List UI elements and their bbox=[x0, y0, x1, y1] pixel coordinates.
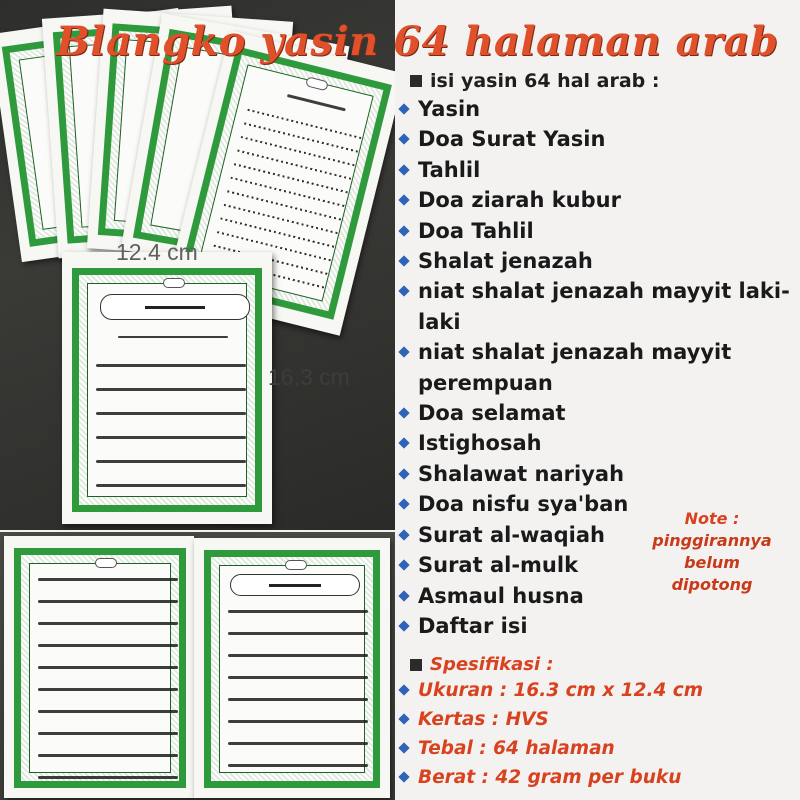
note-line: belum bbox=[684, 553, 740, 572]
blue-diamond-icon bbox=[398, 559, 409, 570]
blue-diamond-icon bbox=[398, 103, 409, 114]
booklet-front-yasin bbox=[62, 252, 272, 524]
specs-heading bbox=[410, 654, 554, 675]
spec-item-thickness: Tebal : 64 halaman bbox=[398, 734, 798, 763]
black-square-icon bbox=[410, 75, 422, 87]
blue-diamond-icon bbox=[398, 742, 409, 753]
spec-item-paper: Kertas : HVS bbox=[398, 705, 798, 734]
list-item: Istighosah bbox=[398, 428, 798, 458]
list-item: Doa Tahlil bbox=[398, 216, 798, 246]
list-item: Doa Surat Yasin bbox=[398, 124, 798, 154]
list-item: Doa nisfu sya'ban bbox=[398, 489, 798, 519]
list-item: Asmaul husna bbox=[398, 581, 798, 611]
note-line: dipotong bbox=[671, 575, 753, 594]
spec-item-weight: Berat : 42 gram per buku bbox=[398, 763, 798, 792]
specs-heading-text: Spesifikasi : bbox=[430, 654, 554, 675]
blue-diamond-icon bbox=[398, 684, 409, 695]
list-item: Shalawat nariyah bbox=[398, 459, 798, 489]
page-title: Blangko yasin 64 halaman arab bbox=[56, 18, 779, 65]
blue-diamond-icon bbox=[398, 620, 409, 631]
blue-diamond-icon bbox=[398, 771, 409, 782]
open-page-left bbox=[4, 536, 194, 798]
blue-diamond-icon bbox=[398, 164, 409, 175]
list-item: Shalat jenazah bbox=[398, 246, 798, 276]
list-item: Surat al-mulk bbox=[398, 550, 798, 580]
specs-list bbox=[398, 676, 798, 792]
blue-diamond-icon bbox=[398, 407, 409, 418]
contents-heading bbox=[410, 70, 659, 92]
note-line: pinggirannya bbox=[652, 531, 772, 550]
width-dimension-label: 12.4 cm bbox=[116, 239, 198, 265]
blue-diamond-icon bbox=[398, 255, 409, 266]
list-item: Doa ziarah kubur bbox=[398, 185, 798, 215]
open-page-right bbox=[194, 538, 390, 798]
blue-diamond-icon bbox=[398, 529, 409, 540]
blue-diamond-icon bbox=[398, 134, 409, 145]
list-item: Daftar isi bbox=[398, 611, 798, 641]
blue-diamond-icon bbox=[398, 499, 409, 510]
height-dimension-label: 16.3 cm bbox=[268, 364, 350, 390]
list-item: Tahlil bbox=[398, 155, 798, 185]
black-square-icon bbox=[410, 659, 422, 671]
note-box bbox=[632, 508, 792, 596]
spec-item-size: Ukuran : 16.3 cm x 12.4 cm bbox=[398, 676, 798, 705]
list-item: Yasin bbox=[398, 94, 798, 124]
contents-heading-text: isi yasin 64 hal arab : bbox=[430, 70, 660, 92]
product-photo-booklets bbox=[0, 0, 395, 530]
product-photo-open-booklet bbox=[0, 532, 395, 800]
list-item: Surat al-waqiah bbox=[398, 520, 798, 550]
list-item: niat shalat jenazah mayyit perempuan bbox=[398, 337, 798, 398]
note-label: Note : bbox=[684, 509, 740, 528]
blue-diamond-icon bbox=[398, 195, 409, 206]
list-item: Doa selamat bbox=[398, 398, 798, 428]
blue-diamond-icon bbox=[398, 347, 409, 358]
blue-diamond-icon bbox=[398, 713, 409, 724]
blue-diamond-icon bbox=[398, 468, 409, 479]
list-item: niat shalat jenazah mayyit laki-laki bbox=[398, 276, 798, 337]
blue-diamond-icon bbox=[398, 225, 409, 236]
blue-diamond-icon bbox=[398, 590, 409, 601]
blue-diamond-icon bbox=[398, 438, 409, 449]
blue-diamond-icon bbox=[398, 286, 409, 297]
